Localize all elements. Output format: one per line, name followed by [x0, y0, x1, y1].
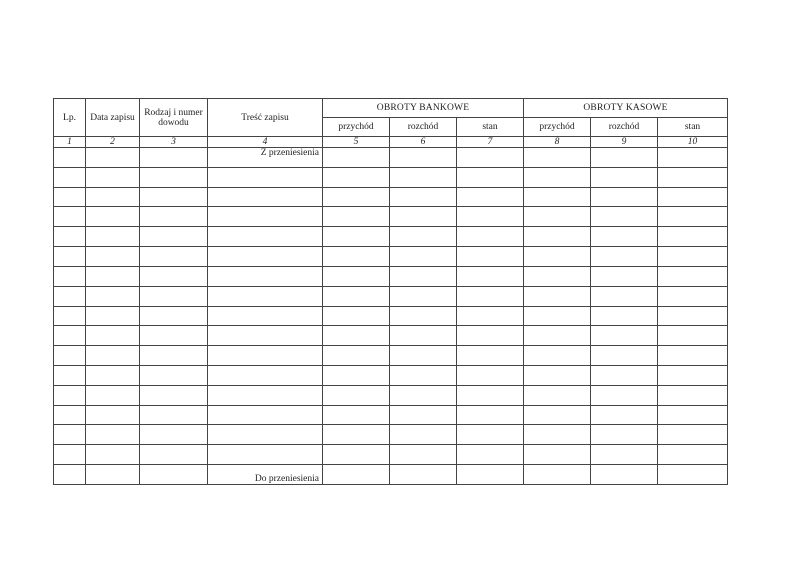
table-cell[interactable] [390, 425, 457, 445]
table-cell[interactable] [457, 306, 524, 326]
table-cell[interactable] [658, 207, 728, 227]
table-cell[interactable] [457, 247, 524, 267]
table-cell[interactable] [208, 326, 323, 346]
table-cell[interactable] [591, 247, 658, 267]
table-cell[interactable] [323, 425, 390, 445]
table-cell[interactable] [457, 346, 524, 366]
table-cell[interactable] [323, 346, 390, 366]
column-number: 1 [54, 137, 86, 148]
table-cell[interactable] [591, 167, 658, 187]
table-cell[interactable] [86, 365, 140, 385]
header-data-zapisu: Data zapisu [86, 99, 140, 137]
table-cell[interactable] [323, 405, 390, 425]
table-row [54, 365, 728, 385]
table-cell[interactable] [658, 266, 728, 286]
table-cell[interactable] [591, 346, 658, 366]
table-cell[interactable] [140, 385, 208, 405]
table-cell[interactable] [208, 286, 323, 306]
table-cell[interactable] [86, 247, 140, 267]
table-cell[interactable] [591, 227, 658, 247]
table-cell[interactable] [390, 346, 457, 366]
table-cell[interactable] [323, 247, 390, 267]
table-cell[interactable] [86, 425, 140, 445]
table-cell[interactable] [591, 286, 658, 306]
ledger-body [54, 148, 728, 485]
table-cell[interactable] [140, 425, 208, 445]
table-cell[interactable] [208, 405, 323, 425]
table-cell[interactable] [208, 445, 323, 465]
table-cell[interactable] [524, 365, 591, 385]
table-cell[interactable] [524, 306, 591, 326]
table-cell[interactable] [54, 167, 86, 187]
header-tresc-zapisu: Treść zapisu [208, 99, 323, 137]
table-cell[interactable] [658, 365, 728, 385]
table-cell[interactable] [524, 425, 591, 445]
table-cell[interactable] [457, 465, 524, 485]
table-cell[interactable] [86, 266, 140, 286]
table-cell[interactable] [591, 266, 658, 286]
table-cell[interactable] [658, 425, 728, 445]
table-cell[interactable] [658, 385, 728, 405]
table-cell[interactable] [591, 187, 658, 207]
table-row [54, 148, 728, 168]
table-cell[interactable] [54, 465, 86, 485]
table-cell[interactable] [390, 187, 457, 207]
table-cell[interactable] [140, 148, 208, 168]
header-obroty-bankowe: OBROTY BANKOWE [323, 99, 524, 118]
table-cell[interactable] [390, 385, 457, 405]
table-cell[interactable] [457, 187, 524, 207]
table-cell[interactable] [54, 445, 86, 465]
table-cell[interactable] [457, 148, 524, 168]
table-cell[interactable] [658, 247, 728, 267]
table-row [54, 187, 728, 207]
table-cell[interactable] [54, 365, 86, 385]
table-cell[interactable] [86, 465, 140, 485]
table-cell[interactable] [140, 306, 208, 326]
column-number: 2 [86, 137, 140, 148]
table-cell[interactable] [390, 326, 457, 346]
column-number: 9 [591, 137, 658, 148]
table-cell[interactable] [323, 207, 390, 227]
do-przeniesienia-label: Do przeniesienia [208, 465, 323, 485]
table-cell[interactable] [323, 286, 390, 306]
table-cell[interactable] [54, 385, 86, 405]
table-cell[interactable] [323, 365, 390, 385]
header-bank-przychod: przychód [323, 118, 390, 137]
table-cell[interactable] [140, 247, 208, 267]
table-cell[interactable] [390, 266, 457, 286]
table-cell[interactable] [323, 167, 390, 187]
table-cell[interactable] [323, 187, 390, 207]
table-cell[interactable] [524, 266, 591, 286]
table-cell[interactable] [524, 346, 591, 366]
header-bank-rozchod: rozchód [390, 118, 457, 137]
table-cell[interactable] [208, 167, 323, 187]
table-row [54, 207, 728, 227]
table-cell[interactable] [140, 207, 208, 227]
table-cell[interactable] [86, 385, 140, 405]
table-cell[interactable] [323, 227, 390, 247]
table-row [54, 266, 728, 286]
table-cell[interactable] [86, 306, 140, 326]
table-cell[interactable] [390, 306, 457, 326]
table-cell[interactable] [86, 286, 140, 306]
table-cell[interactable] [457, 365, 524, 385]
table-cell[interactable] [390, 465, 457, 485]
table-cell[interactable] [524, 405, 591, 425]
table-row [54, 306, 728, 326]
header-obroty-kasowe: OBROTY KASOWE [524, 99, 728, 118]
header-bank-stan: stan [457, 118, 524, 137]
table-cell[interactable] [140, 286, 208, 306]
table-cell[interactable] [524, 286, 591, 306]
table-cell[interactable] [323, 148, 390, 168]
table-row [54, 326, 728, 346]
table-cell[interactable] [457, 445, 524, 465]
table-cell[interactable] [658, 445, 728, 465]
table-cell[interactable] [140, 227, 208, 247]
table-cell[interactable] [658, 306, 728, 326]
table-cell[interactable] [390, 207, 457, 227]
table-cell[interactable] [323, 306, 390, 326]
table-cell[interactable] [524, 385, 591, 405]
table-cell[interactable] [524, 445, 591, 465]
table-cell[interactable] [86, 326, 140, 346]
table-cell[interactable] [54, 187, 86, 207]
table-row [54, 247, 728, 267]
table-cell[interactable] [208, 187, 323, 207]
column-number: 4 [208, 137, 323, 148]
table-cell[interactable] [54, 326, 86, 346]
table-cell[interactable] [208, 207, 323, 227]
table-cell[interactable] [54, 266, 86, 286]
table-cell[interactable] [591, 465, 658, 485]
table-cell[interactable] [323, 266, 390, 286]
table-cell[interactable] [658, 405, 728, 425]
table-cell[interactable] [54, 247, 86, 267]
table-cell[interactable] [524, 207, 591, 227]
table-cell[interactable] [591, 207, 658, 227]
column-number: 3 [140, 137, 208, 148]
table-cell[interactable] [457, 405, 524, 425]
header-kasa-stan: stan [658, 118, 728, 137]
table-cell[interactable] [208, 247, 323, 267]
table-cell[interactable] [658, 286, 728, 306]
table-cell[interactable] [591, 425, 658, 445]
table-cell[interactable] [323, 385, 390, 405]
table-cell[interactable] [140, 405, 208, 425]
table-cell[interactable] [86, 207, 140, 227]
table-cell[interactable] [86, 346, 140, 366]
table-cell[interactable] [390, 227, 457, 247]
table-cell[interactable] [140, 365, 208, 385]
table-cell[interactable] [524, 465, 591, 485]
table-cell[interactable] [457, 227, 524, 247]
header-kasa-przychod: przychód [524, 118, 591, 137]
table-cell[interactable] [591, 405, 658, 425]
table-cell[interactable] [457, 286, 524, 306]
table-row [54, 405, 728, 425]
table-cell[interactable] [591, 385, 658, 405]
table-row [54, 425, 728, 445]
table-cell[interactable] [390, 405, 457, 425]
header-lp: Lp. [54, 99, 86, 137]
table-row [54, 346, 728, 366]
table-cell[interactable] [208, 365, 323, 385]
table-cell[interactable] [591, 365, 658, 385]
table-cell[interactable] [658, 326, 728, 346]
table-cell[interactable] [208, 227, 323, 247]
table-row [54, 286, 728, 306]
table-row [54, 465, 728, 485]
table-cell[interactable] [54, 227, 86, 247]
table-cell[interactable] [524, 187, 591, 207]
table-cell[interactable] [591, 445, 658, 465]
table-cell[interactable] [457, 385, 524, 405]
z-przeniesienia-label: Z przeniesienia [208, 148, 323, 168]
column-number: 6 [390, 137, 457, 148]
table-cell[interactable] [390, 247, 457, 267]
table-cell[interactable] [208, 306, 323, 326]
table-cell[interactable] [208, 266, 323, 286]
table-cell[interactable] [323, 445, 390, 465]
table-cell[interactable] [524, 148, 591, 168]
table-cell[interactable] [140, 465, 208, 485]
table-cell[interactable] [140, 326, 208, 346]
table-cell[interactable] [658, 187, 728, 207]
header-kasa-rozchod: rozchód [591, 118, 658, 137]
table-cell[interactable] [54, 346, 86, 366]
table-cell[interactable] [658, 346, 728, 366]
table-cell[interactable] [524, 247, 591, 267]
column-number: 7 [457, 137, 524, 148]
column-number-row [54, 137, 728, 148]
table-cell[interactable] [54, 405, 86, 425]
table-cell[interactable] [140, 266, 208, 286]
table-cell[interactable] [140, 346, 208, 366]
table-cell[interactable] [457, 167, 524, 187]
table-cell[interactable] [457, 207, 524, 227]
table-row [54, 227, 728, 247]
table-cell[interactable] [54, 207, 86, 227]
table-cell[interactable] [591, 306, 658, 326]
table-cell[interactable] [591, 148, 658, 168]
table-cell[interactable] [54, 286, 86, 306]
column-number: 5 [323, 137, 390, 148]
table-cell[interactable] [457, 326, 524, 346]
table-row [54, 167, 728, 187]
table-cell[interactable] [54, 148, 86, 168]
table-cell[interactable] [86, 187, 140, 207]
table-cell[interactable] [54, 425, 86, 445]
table-cell[interactable] [323, 465, 390, 485]
table-cell[interactable] [390, 365, 457, 385]
table-cell[interactable] [140, 445, 208, 465]
table-cell[interactable] [208, 425, 323, 445]
table-row [54, 385, 728, 405]
table-cell[interactable] [658, 465, 728, 485]
table-cell[interactable] [524, 227, 591, 247]
table-cell[interactable] [86, 167, 140, 187]
table-cell[interactable] [457, 266, 524, 286]
table-cell[interactable] [323, 326, 390, 346]
table-cell[interactable] [457, 425, 524, 445]
table-cell[interactable] [140, 167, 208, 187]
table-cell[interactable] [86, 227, 140, 247]
table-cell[interactable] [524, 167, 591, 187]
table-cell[interactable] [390, 148, 457, 168]
table-cell[interactable] [86, 405, 140, 425]
table-cell[interactable] [86, 148, 140, 168]
table-cell[interactable] [390, 286, 457, 306]
column-number: 8 [524, 137, 591, 148]
table-cell[interactable] [524, 326, 591, 346]
table-row [54, 445, 728, 465]
table-cell[interactable] [390, 445, 457, 465]
header-rodzaj-numer-dowodu: Rodzaj i numer dowodu [140, 99, 208, 137]
table-cell[interactable] [658, 167, 728, 187]
table-cell[interactable] [390, 167, 457, 187]
ledger-table [53, 98, 728, 485]
table-cell[interactable] [208, 385, 323, 405]
table-cell[interactable] [208, 346, 323, 366]
table-cell[interactable] [86, 445, 140, 465]
table-cell[interactable] [658, 148, 728, 168]
table-cell[interactable] [658, 227, 728, 247]
column-number: 10 [658, 137, 728, 148]
table-cell[interactable] [54, 306, 86, 326]
table-cell[interactable] [140, 187, 208, 207]
table-cell[interactable] [591, 326, 658, 346]
